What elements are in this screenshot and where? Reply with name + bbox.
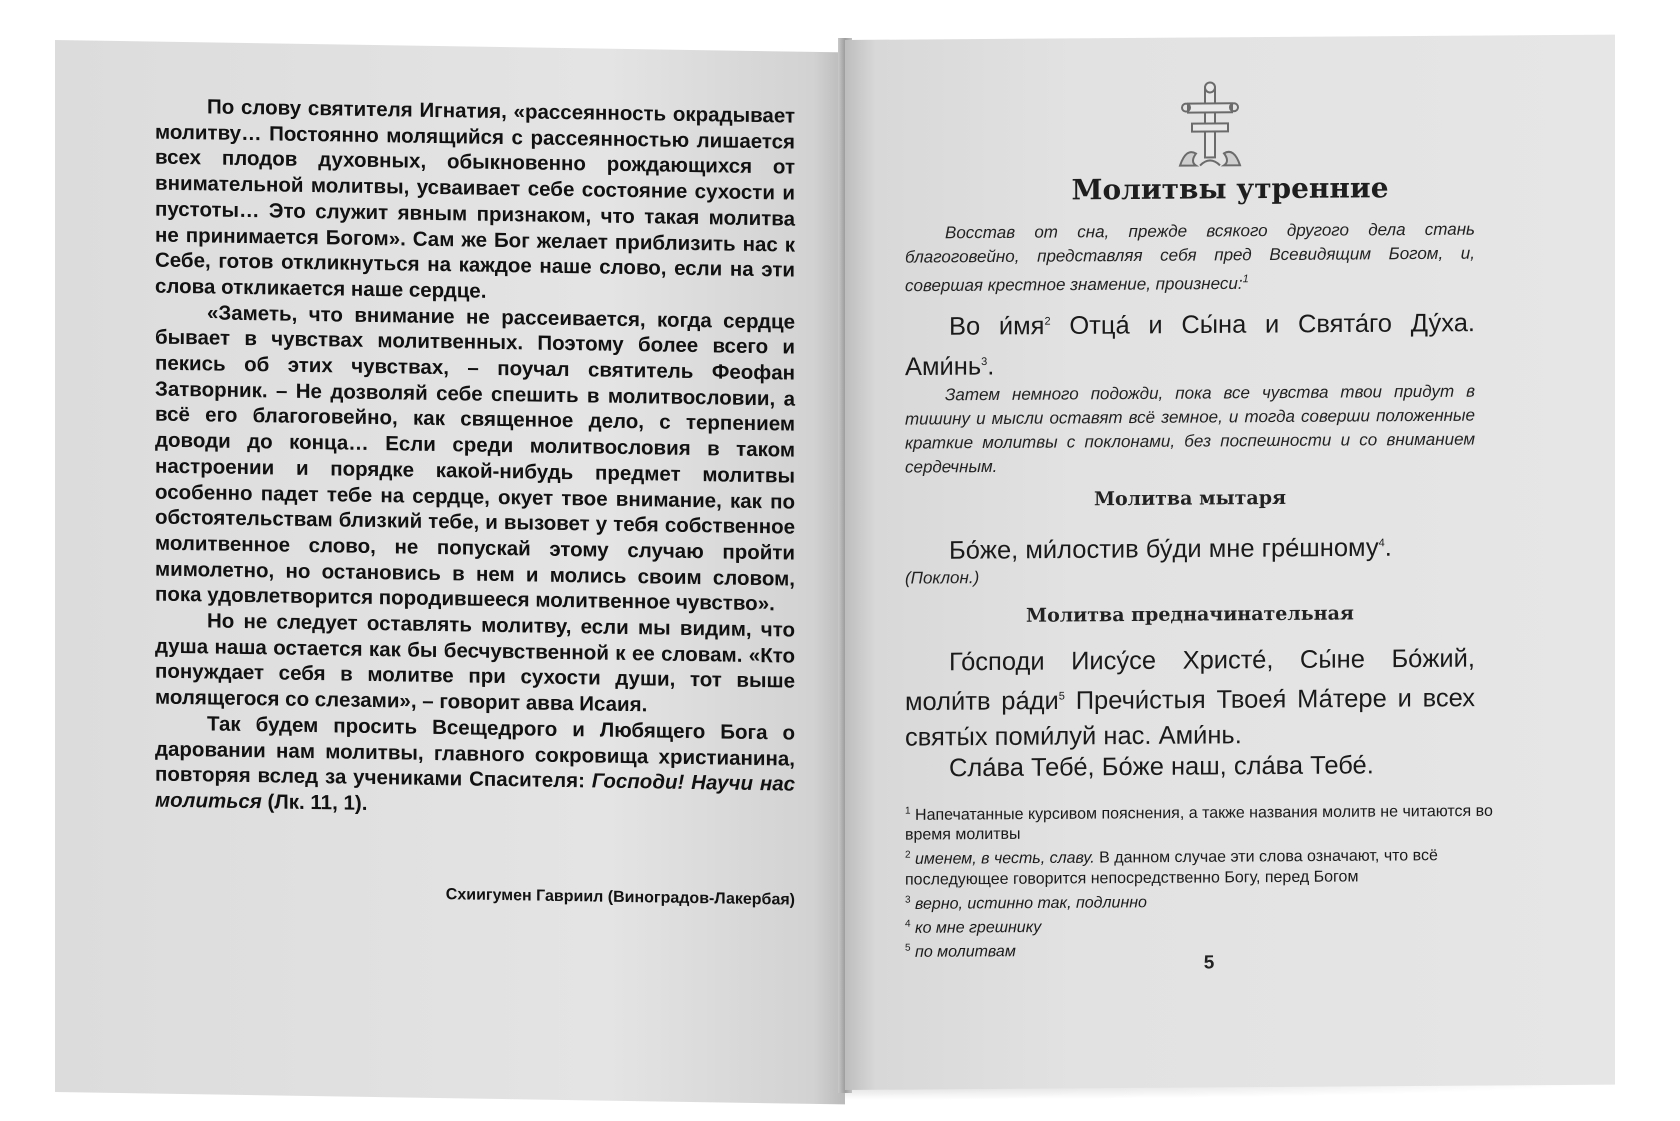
footnote-5-italic: по молитвам <box>915 943 1016 962</box>
footnote-2-num: 2 <box>905 849 911 861</box>
prayer-invocation-end: . <box>987 351 995 381</box>
prayer-invocation-part-1: Во и́мя <box>949 312 1045 341</box>
footnote-1-text: Напечатанные курсивом пояснения, а также названия молитв не читаются во время молитвы <box>905 802 1493 844</box>
footnote-ref-4: 4 <box>1378 537 1385 550</box>
footnote-1 <box>905 797 1495 845</box>
prayer-initial <box>905 642 1475 755</box>
footnote-4-num: 4 <box>905 918 911 930</box>
instruction-text: Затем немного подожди, пока все чувства твои придут в тишину и мысли оставят всё земное, и тогда соверши положенные краткие молитвы с поклонами, без поспешности и со вниманием сердечным. <box>905 381 1475 477</box>
footnote-3-num: 3 <box>905 894 911 906</box>
subhead-initial-prayer: Молитва предначинательная <box>1026 602 1354 627</box>
footnotes <box>905 797 1495 963</box>
footnote-ref-5: 5 <box>1058 690 1065 703</box>
quote-italic: Господи! Научи нас молиться <box>155 769 796 814</box>
prayer-invocation <box>905 302 1475 385</box>
footnote-1-num: 1 <box>905 805 911 817</box>
intro-footnote-ref: 1 <box>1242 273 1249 286</box>
right-page <box>845 35 1615 1090</box>
page-title: Молитвы утренние <box>1071 171 1389 207</box>
prayer-glory: Сла́ва Тебе́, Бо́же наш, сла́ва Тебе́. <box>949 751 1374 783</box>
left-page <box>55 40 845 1104</box>
subhead-publican-prayer: Молитва мытаря <box>1093 486 1287 511</box>
intro-text: Восстав от сна, прежде всякого другого дела стань благоговейно, представляя себя пред Всевидящим Богом, и, совершая крестное знамение, произнеси: <box>905 219 1475 296</box>
footnote-2-text: В данном случае эти слова означают, что всё последующее говорится непосредственно Богу, перед Богом <box>905 847 1438 889</box>
footnote-2-italic: именем, в честь, славу. <box>915 849 1095 869</box>
prayer-invocation-part-2: Отца́ и Сы́на и Свята́го Ду́ха. Ами́нь <box>905 309 1475 381</box>
prayer-publican-end: . <box>1384 533 1392 562</box>
paragraph-4-start: Так будем просить Всещедрого и Любящего Бога о даровании нам молитвы, главного сокровища христианина, повторяя вслед за учениками Спасителя: <box>155 712 795 793</box>
prayer-initial-part-1: Го́споди Иису́се Христе́, Сы́не Бо́жий, моли́тв ра́ди <box>905 644 1475 717</box>
footnote-4-italic: ко мне грешнику <box>915 918 1042 937</box>
footnote-ref-3: 3 <box>981 355 988 368</box>
paragraph-4-end: (Лк. 11, 1). <box>261 790 368 815</box>
footnote-2 <box>905 842 1495 890</box>
prayer-initial-part-2: Пречи́стыя Твоея́ Ма́тере и всех святы́х поми́луй нас. Ами́нь. <box>905 684 1476 752</box>
prayer-publican-text: Бо́же, ми́лостив бу́ди мне гре́шному <box>949 533 1379 565</box>
intro-instruction <box>905 218 1475 299</box>
paragraph-4 <box>155 710 795 823</box>
cross-emblem-icon <box>1170 81 1250 170</box>
footnote-3-italic: верно, истинно так, подлинно <box>915 893 1147 913</box>
paragraph-2: «Заметь, что внимание не рассеивается, когда сердце бывает в чувствах молитвенных. Поэтому более всего и пекись об этих чувствах, – поучал святитель Феофан Затворник. – Не дозволяй себе спешить в молитвословии, а всё его благоговейно, как священное дело, с терпением доводи до конца… Если среди молитвословия в таком настроении и порядке какой-нибудь предмет молитвы особенно падет тебе на сердце, окует твое внимание, как по обстоятельствам близкий тебе, и вызовет у тебя собственное молитвенное слово, не попускай этому случаю пройти мимолетно, но остановись в нем и молись своим словом, пока удовлетворится породившееся молитвенное чувство». <box>155 301 795 616</box>
left-page-text <box>155 94 795 824</box>
footnote-5-num: 5 <box>905 942 911 954</box>
paragraph-1: По слову святителя Игнатия, «рассеянность окрадывает молитву… Постоянно молящийся с рассеянностью лишается всех плодов духовных, обыкновенно рождающихся от внимательной молитвы, усваивает себе состояние сухости и пустоты… Это служит явным признаком, что такая молитва не принимается Богом». Сам же Бог желает приблизить нас к Себе, готов откликнуться на каждое наше слово, если на эти слова откликается наше сердце. <box>155 95 795 303</box>
signature: Схиигумен Гавриил (Виноградов-Лакербая) <box>445 886 795 909</box>
page-number: 5 <box>1203 952 1215 974</box>
footnote-ref-2: 2 <box>1044 315 1051 328</box>
paragraph-3: Но не следует оставлять молитву, если мы видим, что душа наша остается как бы бесчувственной к ее словам. «Кто понуждает себя в молитве при сухости души, тот выше молящегося со слезами», – говорит авва Исаия. <box>155 609 795 717</box>
bow-note: (Поклон.) <box>905 568 980 588</box>
